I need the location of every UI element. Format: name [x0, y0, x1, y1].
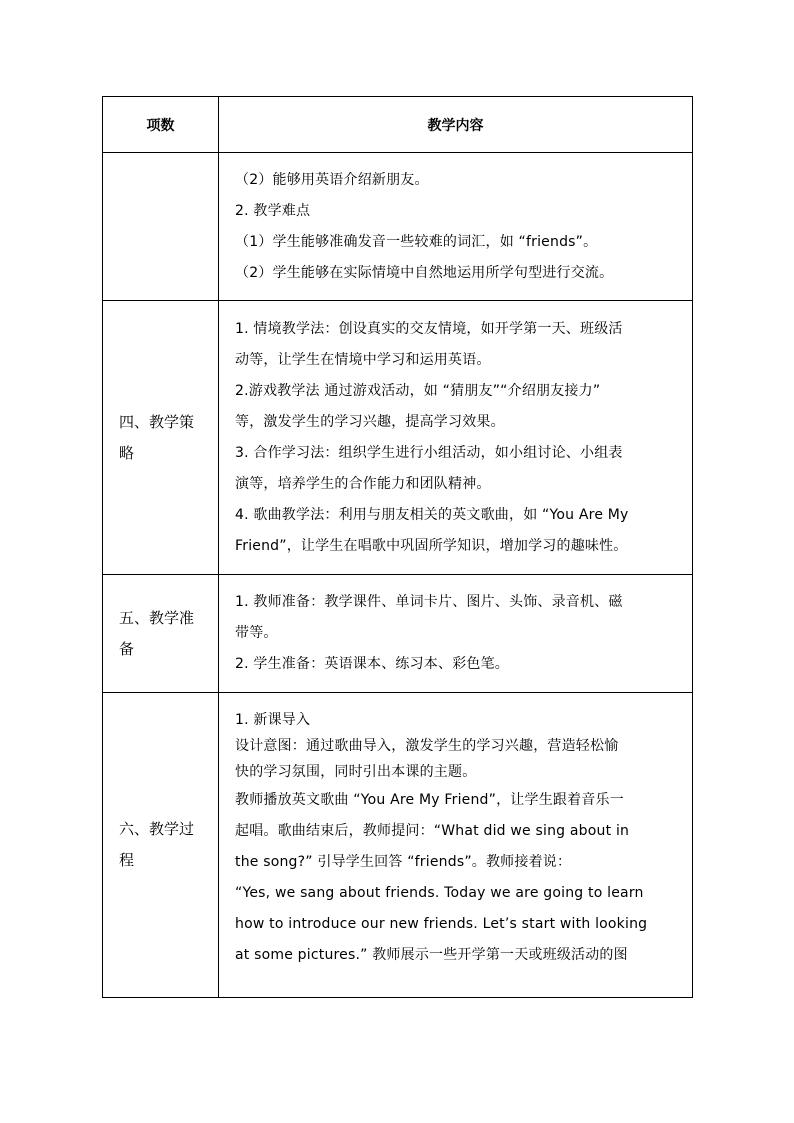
- content-line: how to introduce our new friends. Let’s start with looking: [235, 916, 648, 932]
- row-label-teaching-strategy: 四、教学策略: [103, 301, 219, 575]
- row-content: [219, 301, 693, 575]
- row-content: [219, 575, 693, 693]
- content-line: 设计意图：通过歌曲导入，激发学生的学习兴趣，营造轻松愉: [235, 738, 619, 754]
- table-row: [103, 301, 693, 575]
- content-line: 2. 教学难点: [235, 202, 311, 219]
- content-line: 演等，培养学生的合作能力和团队精神。: [235, 475, 491, 492]
- content-line: Friend”，让学生在唱歌中巩固所学知识，增加学习的趣味性。: [235, 537, 628, 554]
- row-content: [219, 693, 693, 998]
- content-line: the song?” 引导学生回答 “friends”。教师接着说：: [235, 854, 572, 870]
- content-line: （2）学生能够在实际情境中自然地运用所学句型进行交流。: [235, 264, 614, 281]
- table-row: [103, 693, 693, 998]
- content-line: “Yes, we sang about friends. Today we are going to learn: [235, 885, 644, 901]
- content-line: 2.游戏教学法 通过游戏活动，如 “猜朋友”“介绍朋友接力”: [235, 382, 601, 399]
- content-line: 3. 合作学习法：组织学生进行小组活动，如小组讨论、小组表: [235, 444, 623, 461]
- content-line: 起唱。歌曲结束后，教师提问：“What did we sing about in: [235, 823, 630, 839]
- content-line: 2. 学生准备：英语课本、练习本、彩色笔。: [235, 656, 510, 672]
- content-line: at some pictures.” 教师展示一些开学第一天或班级活动的图: [235, 947, 628, 963]
- row-label-teaching-process: 六、教学过程: [103, 693, 219, 998]
- content-line: 4. 歌曲教学法：利用与朋友相关的英文歌曲，如 “You Are My: [235, 506, 629, 523]
- content-line: 1. 情境教学法：创设真实的交友情境，如开学第一天、班级活: [235, 320, 623, 337]
- table-row: [103, 153, 693, 301]
- header-item-count: 项数: [103, 97, 219, 153]
- content-line: 教师播放英文歌曲 “You Are My Friend”，让学生跟着音乐一: [235, 792, 624, 808]
- content-line: 等，激发学生的学习兴趣，提高学习效果。: [235, 413, 505, 430]
- content-line: 带等。: [235, 625, 278, 641]
- row-label-teaching-preparation: 五、教学准备: [103, 575, 219, 693]
- table-row: [103, 575, 693, 693]
- content-line: 快的学习氛围，同时引出本课的主题。: [235, 764, 477, 780]
- content-line: 1. 新课导入: [235, 712, 311, 728]
- content-line: 动等，让学生在情境中学习和运用英语。: [235, 351, 491, 368]
- content-line: （1）学生能够准确发音一些较难的词汇，如 “friends”。: [235, 233, 598, 250]
- header-teaching-content: 教学内容: [219, 97, 693, 153]
- row-content: [219, 153, 693, 301]
- row-label: [103, 153, 219, 301]
- content-line: （2）能够用英语介绍新朋友。: [235, 171, 429, 188]
- lesson-plan-table: [102, 96, 693, 998]
- content-line: 1. 教师准备：教学课件、单词卡片、图片、头饰、录音机、磁: [235, 594, 623, 610]
- table-header-row: [103, 97, 693, 153]
